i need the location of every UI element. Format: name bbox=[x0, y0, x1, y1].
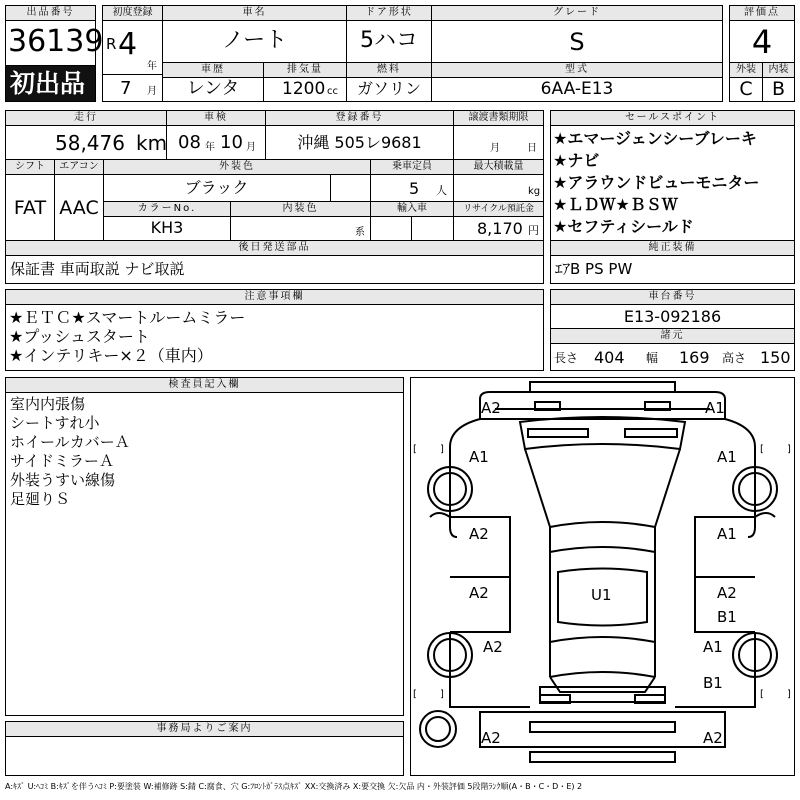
svg-text:]: ] bbox=[787, 689, 791, 700]
sales-point-item: ★エマージェンシーブレーキ bbox=[553, 129, 757, 148]
displacement-unit: cc bbox=[327, 86, 338, 97]
plate: 沖縄 505レ9681 bbox=[297, 133, 422, 152]
door-label: ドア形状 bbox=[346, 5, 432, 21]
year-unit: 年 bbox=[147, 61, 157, 72]
grade-label: グレード bbox=[431, 5, 723, 21]
sales-point-item: ★ナビ bbox=[553, 151, 600, 170]
fuel-label: 燃料 bbox=[346, 62, 432, 78]
recycle-unit: 円 bbox=[528, 224, 539, 237]
length-label: 長さ bbox=[554, 351, 579, 365]
mark-roof: U1 bbox=[591, 586, 612, 604]
interior-suffix: 系 bbox=[355, 227, 365, 238]
inspector-line: ホイールカバーＡ bbox=[10, 433, 130, 451]
equipment: ｴｱB PS PW bbox=[555, 260, 633, 278]
insp-year-unit: 年 bbox=[205, 142, 215, 153]
length: 404 bbox=[594, 348, 625, 367]
note-item: ★ＥＴＣ★スマートルームミラー bbox=[9, 308, 246, 327]
score: 4 bbox=[751, 23, 773, 61]
plate-label: 登録番号 bbox=[265, 110, 454, 126]
mark-door-fr: A1 bbox=[717, 525, 737, 543]
width: 169 bbox=[679, 348, 710, 367]
later-parts: 保証書 車両取説 ナビ取説 bbox=[10, 260, 185, 278]
windshield-shape bbox=[520, 417, 685, 449]
capacity-label: 乗車定員 bbox=[370, 159, 454, 175]
sales-point-item: ★セフティシールド bbox=[553, 217, 694, 236]
mileage-label: 走行 bbox=[5, 110, 167, 126]
lot-label: 出品番号 bbox=[5, 5, 96, 21]
fuel: ガソリン bbox=[356, 79, 421, 98]
mark-door-rr-2: B1 bbox=[717, 608, 737, 626]
first-listing-badge: 初出品 bbox=[10, 69, 86, 98]
transfer-day: 日 bbox=[527, 143, 537, 154]
ext-label: 外装 bbox=[729, 62, 763, 78]
load-unit: kg bbox=[528, 186, 541, 197]
car-name: ノート bbox=[221, 28, 288, 53]
mark-door-rl: A2 bbox=[469, 584, 489, 602]
inspection-label: 車検 bbox=[166, 110, 266, 126]
later-parts-label: 後日発送部品 bbox=[5, 240, 544, 256]
note-item: ★インテリキー×２（車内） bbox=[9, 346, 213, 365]
svg-text:[: [ bbox=[413, 689, 417, 700]
sales-point-item: ★アラウンドビューモニター bbox=[553, 173, 760, 192]
office-label: 事務局よりご案内 bbox=[5, 721, 404, 737]
load-label: 最大積載量 bbox=[453, 159, 544, 175]
mileage: 58,476 bbox=[55, 131, 125, 155]
shift-label: シフト bbox=[5, 159, 55, 175]
body-outline-shape bbox=[450, 419, 755, 537]
chassis-number: E13-092186 bbox=[623, 307, 722, 326]
sales-point-item: ★ＬＤＷ★ＢＳＷ bbox=[553, 195, 678, 214]
mark-rear-left: A2 bbox=[481, 729, 501, 747]
svg-text:]: ] bbox=[440, 689, 444, 700]
mark-front-left: A2 bbox=[481, 399, 501, 417]
mark-rear-right: A2 bbox=[703, 729, 723, 747]
int-grade: B bbox=[771, 78, 786, 100]
car-diagram bbox=[410, 377, 795, 776]
displacement: 1200 bbox=[282, 79, 326, 99]
recycle-label: リサイクル預託金 bbox=[453, 201, 544, 217]
reg-label: 初度登録 bbox=[102, 5, 163, 21]
lot-number: 36139 bbox=[8, 24, 104, 59]
chassis-label: 車台番号 bbox=[550, 289, 795, 305]
mark-quarter-right: A1 bbox=[703, 638, 723, 656]
int-label: 内装 bbox=[762, 62, 795, 78]
sales-points-label: セールスポイント bbox=[550, 110, 795, 126]
shift: FAT bbox=[13, 197, 47, 219]
mark-door-rr: A2 bbox=[717, 584, 737, 602]
front-bumper-shape bbox=[530, 382, 675, 392]
import-label: 輸入車 bbox=[370, 201, 454, 217]
interior-color-label: 内装色 bbox=[230, 201, 371, 217]
ac: AAC bbox=[59, 197, 99, 219]
legend: A:ｷｽﾞ U:ﾍｺﾐ B:ｷｽﾞを伴うﾍｺﾐ P:要塗装 W:補修跡 S:錆 C:腐食、穴 G:ﾌﾛﾝﾄｶﾞﾗｽ点ｷｽﾞ XX:交換済み X:要交換 欠:欠品 内・外装評価 5段階ﾗﾝｸ順(A・B・C・D・E) 2 bbox=[5, 782, 583, 791]
insp-month-unit: 月 bbox=[246, 142, 256, 153]
transfer-label: 譲渡書類期限 bbox=[453, 110, 544, 126]
inspector-line: シートすれ小 bbox=[10, 414, 100, 432]
ext-grade: C bbox=[739, 78, 753, 100]
note-item: ★プッシュスタート bbox=[9, 327, 150, 346]
equipment-label: 純正装備 bbox=[550, 240, 795, 256]
height: 150 bbox=[760, 348, 791, 367]
mark-door-fl: A2 bbox=[469, 525, 489, 543]
mark-quarter-right-2: B1 bbox=[703, 674, 723, 692]
inspector-line: 外装うすい線傷 bbox=[10, 471, 116, 489]
inspector-label: 検査員記入欄 bbox=[5, 377, 404, 393]
inspector-line: サイドミラーＡ bbox=[10, 452, 114, 470]
history-label: 車歴 bbox=[162, 62, 264, 78]
door-type: 5ハコ bbox=[360, 28, 418, 53]
svg-text:[: [ bbox=[413, 444, 417, 455]
dimensions-label: 諸元 bbox=[550, 328, 795, 344]
grade: S bbox=[569, 28, 585, 56]
height-label: 高さ bbox=[722, 351, 747, 365]
mark-fender-left: A1 bbox=[469, 448, 489, 466]
model: 6AA-E13 bbox=[540, 79, 614, 99]
front-panel-shape bbox=[480, 392, 725, 419]
inspector-line: 足廻りＳ bbox=[10, 490, 71, 508]
insp-year: 08 bbox=[178, 132, 201, 153]
history: レンタ bbox=[186, 78, 240, 99]
mark-fender-right: A1 bbox=[717, 448, 737, 466]
ac-label: エアコン bbox=[54, 159, 104, 175]
mark-front-right: A1 bbox=[705, 399, 725, 417]
svg-text:[: [ bbox=[760, 689, 764, 700]
era: R bbox=[106, 35, 117, 53]
displacement-label: 排気量 bbox=[263, 62, 347, 78]
color-no: KH3 bbox=[150, 218, 184, 237]
capacity: 5 bbox=[409, 179, 420, 198]
car-name-label: 車名 bbox=[162, 5, 347, 21]
month-unit: 月 bbox=[147, 86, 157, 97]
svg-text:]: ] bbox=[787, 444, 791, 455]
capacity-unit: 人 bbox=[436, 184, 447, 197]
svg-text:]: ] bbox=[440, 444, 444, 455]
reg-month: 7 bbox=[120, 78, 132, 99]
era-year: 4 bbox=[118, 27, 138, 62]
svg-text:[: [ bbox=[760, 444, 764, 455]
mileage-unit: km bbox=[136, 131, 168, 155]
rear-panel-shape bbox=[480, 712, 725, 747]
color: ブラック bbox=[184, 178, 249, 197]
mark-quarter-left: A2 bbox=[483, 638, 503, 656]
insp-month: 10 bbox=[220, 132, 243, 153]
transfer-month: 月 bbox=[490, 143, 500, 154]
color-label: 外装色 bbox=[103, 159, 371, 175]
recycle: 8,170 bbox=[477, 219, 523, 238]
color-no-label: カラーNo. bbox=[103, 201, 231, 217]
rear-bumper-shape bbox=[530, 752, 675, 762]
inspector-line: 室内内張傷 bbox=[10, 395, 86, 413]
score-label: 評価点 bbox=[729, 5, 795, 21]
width-label: 幅 bbox=[646, 351, 659, 365]
notes-label: 注意事項欄 bbox=[5, 289, 544, 305]
model-label: 型式 bbox=[431, 62, 723, 78]
